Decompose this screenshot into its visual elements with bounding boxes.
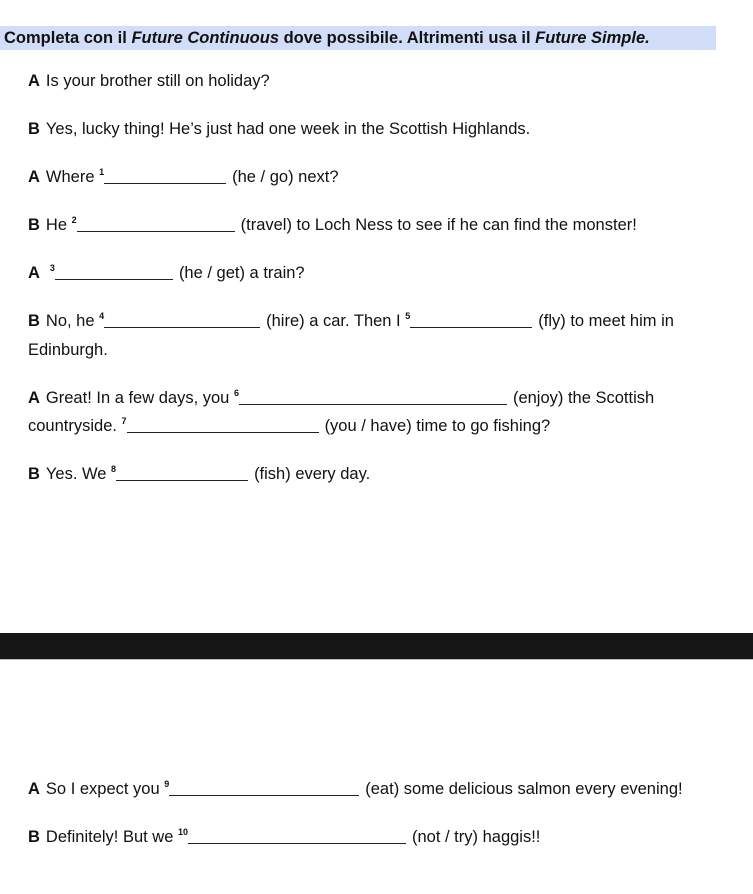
answer-blank-5[interactable] [410,313,532,328]
instruction-italic-future-simple: Future Simple. [535,29,650,47]
dialogue-text: Is your brother still on holiday? [45,72,270,90]
dialogue-text: Edinburgh. [28,341,108,359]
answer-blank-1[interactable] [104,169,226,184]
dialogue-text: (fly) to meet him in [538,312,674,330]
answer-blank-4[interactable] [104,313,260,328]
answer-blank-7[interactable] [127,418,319,433]
page-separator-band [0,633,753,659]
dialogue-text: (fish) every day. [254,465,371,483]
dialogue-text: (you / have) time to go fishing? [324,417,551,435]
exercise-instruction [0,26,716,50]
speaker-label: B [28,828,40,846]
dialogue-text: (he / go) next? [232,168,339,186]
dialogue-text: (eat) some delicious salmon every evening! [365,780,683,798]
dialogue-line-3 [28,167,339,187]
page-separator-line [0,659,753,660]
dialogue-line-6-continuation [28,340,108,360]
dialogue-line-5 [28,263,305,283]
speaker-label: B [28,216,40,234]
gap-number: 1 [99,167,105,177]
dialogue-text: Great! In a few days, you [45,389,234,407]
answer-blank-9[interactable] [169,781,359,796]
dialogue-line-2 [28,119,530,139]
dialogue-text: Where [45,168,100,186]
answer-blank-8[interactable] [116,466,248,481]
instruction-italic-future-continuous: Future Continuous [131,29,279,47]
gap-number: 2 [71,215,77,225]
answer-blank-10[interactable] [188,829,406,844]
speaker-label: B [28,465,40,483]
dialogue-line-4 [28,215,637,235]
dialogue-text: Definitely! But we [45,828,178,846]
speaker-label: B [28,120,40,138]
answer-blank-3[interactable] [55,265,173,280]
dialogue-line-7 [28,388,654,408]
dialogue-text: Yes. We [45,465,112,483]
speaker-label: A [28,780,40,798]
speaker-label: B [28,312,40,330]
gap-number: 7 [121,416,127,426]
speaker-label: A [28,389,40,407]
dialogue-line-7-continuation [28,416,550,436]
dialogue-line-9 [28,779,683,799]
dialogue-text: No, he [45,312,100,330]
dialogue-text: So I expect you [45,780,165,798]
gap-number: 8 [111,464,117,474]
dialogue-line-8 [28,464,370,484]
gap-number: 5 [405,311,411,321]
dialogue-line-6 [28,311,674,331]
speaker-label: A [28,72,40,90]
dialogue-text: (not / try) haggis!! [412,828,541,846]
dialogue-line-10 [28,827,540,847]
gap-number: 6 [233,388,239,398]
dialogue-text: He [45,216,72,234]
gap-number: 4 [99,311,105,321]
gap-number: 9 [164,779,170,789]
dialogue-text: (he / get) a train? [178,264,305,282]
speaker-label: A [28,168,40,186]
dialogue-text: (hire) a car. Then I [266,312,406,330]
dialogue-text: Yes, lucky thing! He’s just had one week in the Scottish Highlands. [45,120,531,138]
gap-number: 3 [49,263,55,273]
speaker-label: A [28,264,40,282]
dialogue-text: (enjoy) the Scottish [512,389,655,407]
answer-blank-6[interactable] [239,390,507,405]
dialogue-text: countryside. [28,417,122,435]
instruction-text: Completa con il [4,29,132,47]
dialogue-line-1 [28,71,270,91]
gap-number: 10 [177,827,188,837]
answer-blank-2[interactable] [77,217,235,232]
dialogue-text: (travel) to Loch Ness to see if he can find the monster! [240,216,637,234]
instruction-text: dove possibile. Altrimenti usa il [279,29,536,47]
